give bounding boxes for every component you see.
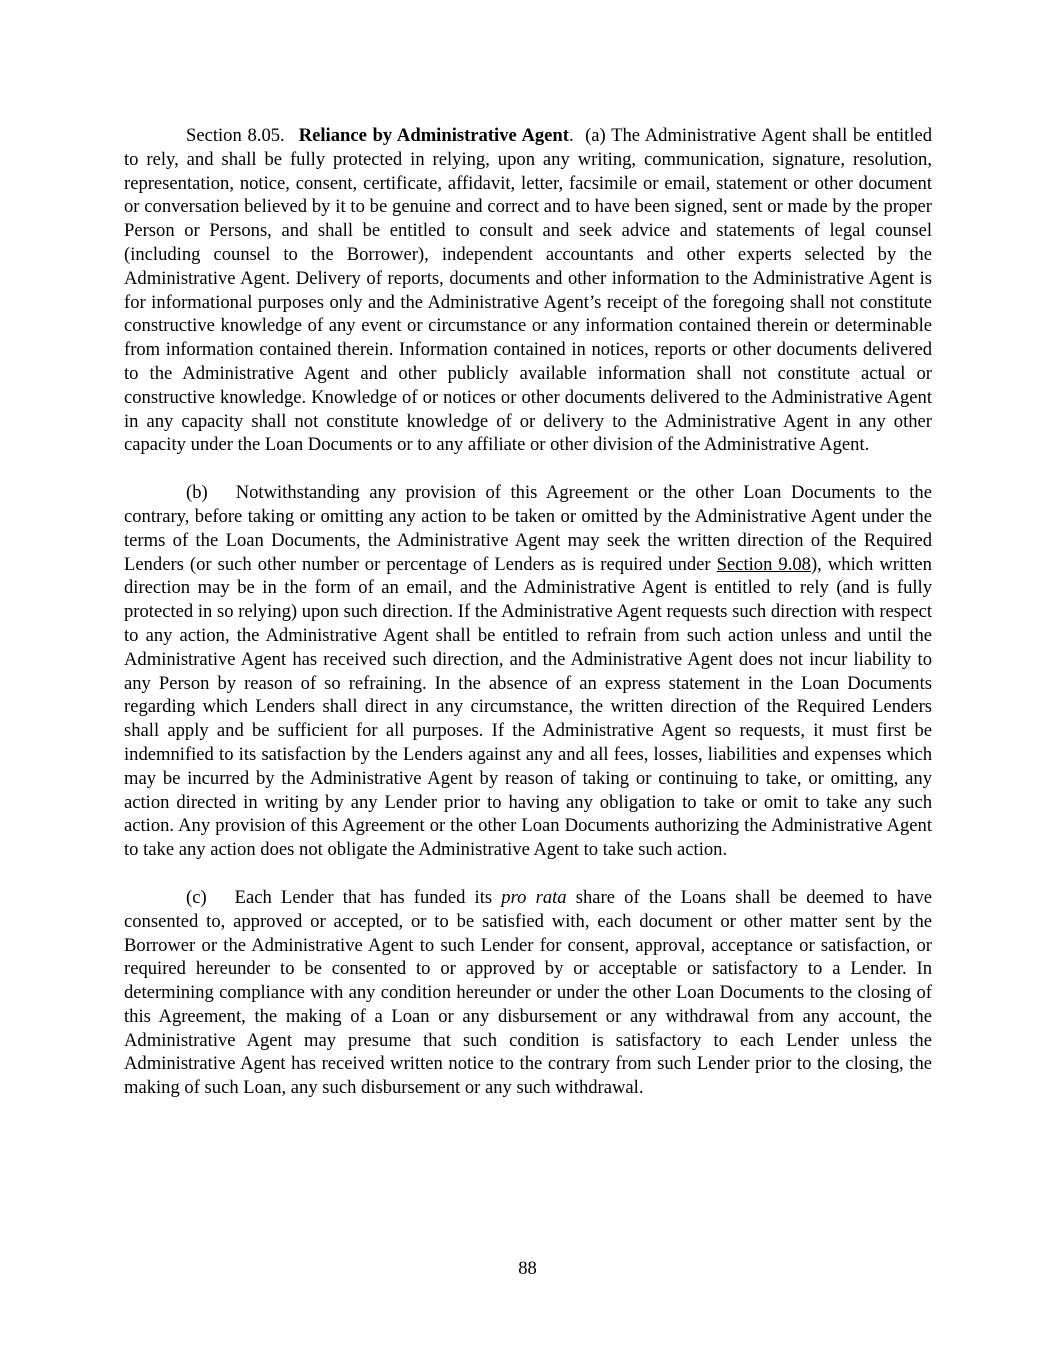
- paragraph-c-label: (c): [186, 886, 207, 908]
- heading-period: .: [568, 125, 574, 146]
- section-9-08-reference: Section 9.08: [716, 553, 811, 575]
- paragraph-c-text-1: Each Lender that has funded its: [234, 886, 502, 908]
- paragraph-a-text: The Administrative Agent shall be entitled to rely, and shall be fully protected in relying, upon any writing, communication, signature, resolution, representation, notice, consent, certificate, affidavit, letter, facsimile or email, statement or other document or conversation believed by it to be genuine and correct and to have been signed, sent or made by the proper Person or Persons, and shall be entitled to consult and seek advice and statements of legal counsel (including counsel to the Borrower), independent accountants and other experts selected by the Administrative Agent. Delivery of reports, documents and other information to the Administrative Agent is for informational purposes only and the Administrative Agent’s receipt of the foregoing shall not constitute constructive knowledge of any event or circumstance or any information contained therein or determinable from information contained therein. Information contained in notices, reports or other documents delivered to the Administrative Agent and other publicly available information shall not constitute actual or constructive knowledge. Knowledge of or notices or other documents delivered to the Administrative Agent in any capacity shall not constitute knowledge of or delivery to the Administrative Agent in any other capacity under the Loan Documents or to any affiliate or other division of the Administrative Agent.: [124, 125, 933, 456]
- paragraph-a-label: (a): [585, 125, 606, 146]
- section-number: Section 8.05.: [186, 125, 285, 146]
- paragraph-c: [124, 886, 932, 1100]
- paragraph-b-text-2: ), which written direction may be in the form of an email, and the Administrative Agent is entitled to rely (and is fully protected in so relying) upon such direction. If the Administrative Agent requests such direction with respect to any action, the Administrative Agent shall be entitled to refrain from such action unless and until the Administrative Agent has received such direction, and the Administrative Agent does not incur liability to any Person by reason of so refraining. In the absence of an express statement in the Loan Documents regarding which Lenders shall direct in any circumstance, the written direction of the Required Lenders shall apply and be sufficient for all purposes. If the Administrative Agent so requests, it must first be indemnified to its satisfaction by the Lenders against any and all fees, losses, liabilities and expenses which may be incurred by the Administrative Agent by reason of taking or continuing to take, or omitting, any action directed in writing by any Lender prior to having any obligation to take or omit to take any such action. Any provision of this Agreement or the other Loan Documents authorizing the Administrative Agent to take any action does not obligate the Administrative Agent to take such action.: [124, 553, 932, 861]
- paragraph-b-text-1: Notwithstanding any provision of this Agreement or the other Loan Documents to the contrary, before taking or omitting any action to be taken or omitted by the Administrative Agent under the terms of the Loan Documents, the Administrative Agent may seek the written direction of the Required Lenders (or such other number or percentage of Lenders as is required under: [124, 482, 932, 575]
- paragraph-b-label: (b): [186, 482, 208, 504]
- paragraph-c-text-2: share of the Loans shall be deemed to have consented to, approved or accepted, or to be satisfied with, each document or other matter sent by the Borrower or the Administrative Agent to such Lender for consent, approval, acceptance or satisfaction, or required hereunder to be consented to or approved by or acceptable or satisfactory to a Lender. In determining compliance with any condition hereunder or under the other Loan Documents to the closing of this Agreement, the making of a Loan or any disbursement or any withdrawal from any account, the Administrative Agent may presume that such condition is satisfactory to each Lender unless the Administrative Agent has received written notice to the contrary from such Lender prior to the closing, the making of such Loan, any such disbursement or any such withdrawal.: [124, 886, 932, 1099]
- paragraph-b: [124, 481, 932, 862]
- paragraph-section-8-05-a: [124, 124, 932, 457]
- page-number: 88: [518, 1258, 537, 1279]
- section-heading: Reliance by Administrative Agent: [298, 125, 569, 146]
- document-page: [124, 124, 932, 1124]
- pro-rata-term: pro rata: [501, 886, 567, 908]
